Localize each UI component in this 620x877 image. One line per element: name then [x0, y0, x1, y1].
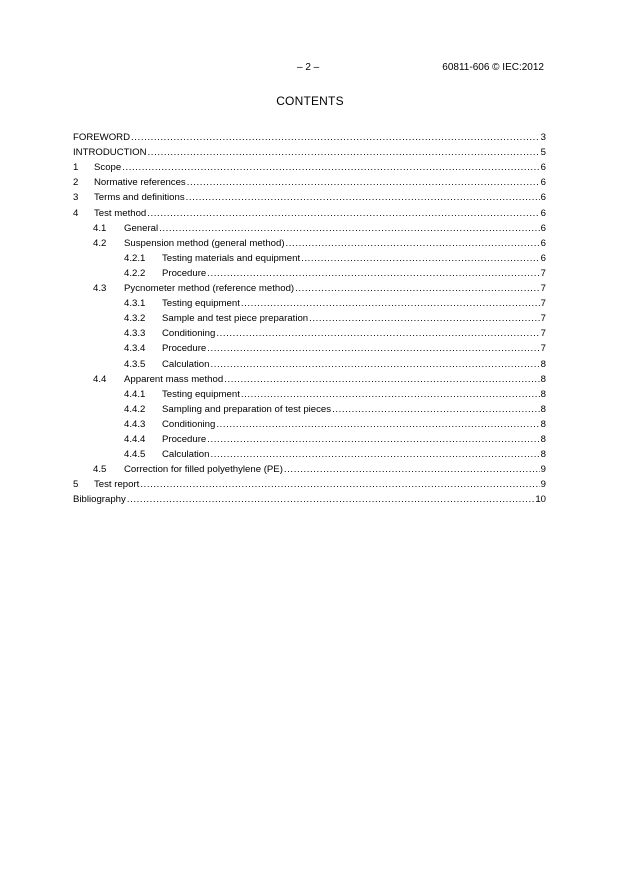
- toc-dot-leader: [332, 404, 540, 416]
- toc-entry-page: 7: [540, 298, 546, 310]
- toc-entry-number: 4.3.2: [124, 313, 146, 325]
- toc-entry-page: 7: [540, 328, 546, 340]
- toc-entry-page: 8: [540, 433, 546, 445]
- toc-entry-title: Testing equipment: [162, 388, 240, 400]
- toc-entry-title: Suspension method (general method): [124, 237, 285, 249]
- toc-dot-leader: [159, 223, 540, 235]
- toc-entry-page: 6: [540, 237, 546, 249]
- toc-entry[interactable]: [73, 310, 546, 325]
- toc-entry-title: General: [124, 222, 159, 234]
- toc-entry-title: Terms and definitions: [94, 192, 185, 204]
- toc-entry-title: Calculation: [162, 449, 210, 461]
- toc-entry[interactable]: [73, 461, 546, 476]
- toc-entry-number: 4.5: [93, 464, 107, 476]
- toc-entry-page: 9: [540, 479, 546, 491]
- toc-entry[interactable]: [73, 189, 546, 204]
- page-number: – 2 –: [297, 62, 320, 73]
- toc-dot-leader: [216, 419, 539, 431]
- toc-dot-leader: [207, 343, 539, 355]
- toc-dot-leader: [140, 479, 539, 491]
- toc-entry-title: Sample and test piece preparation: [162, 313, 309, 325]
- toc-dot-leader: [241, 298, 540, 310]
- toc-entry-title: Conditioning: [162, 418, 216, 430]
- toc-entry-number: 4.4.3: [124, 418, 146, 430]
- toc-entry-number: 4.4.4: [124, 433, 146, 445]
- toc-entry-page: 6: [540, 207, 546, 219]
- toc-entry-page: 6: [540, 192, 546, 204]
- toc-entry[interactable]: [73, 476, 546, 491]
- toc-entry-title: Scope: [94, 162, 122, 174]
- toc-entry-title: Test report: [94, 479, 140, 491]
- toc-entry[interactable]: [73, 204, 546, 219]
- toc-entry-number: 4.3.1: [124, 298, 146, 310]
- toc-entry[interactable]: [73, 431, 546, 446]
- toc-entry-number: 4.4.5: [124, 449, 146, 461]
- toc-entry-page: 10: [535, 494, 546, 506]
- toc-dot-leader: [210, 359, 539, 371]
- toc-entry-number: 4.3.4: [124, 343, 146, 355]
- toc-dot-leader: [207, 268, 539, 280]
- toc-entry[interactable]: [73, 265, 546, 280]
- toc-dot-leader: [210, 449, 539, 461]
- toc-dot-leader: [147, 208, 539, 220]
- toc-dot-leader: [122, 162, 539, 174]
- toc-entry[interactable]: [73, 220, 546, 235]
- toc-entry[interactable]: [73, 371, 546, 386]
- toc-entry-number: 4.3.5: [124, 358, 146, 370]
- toc-entry-page: 9: [540, 464, 546, 476]
- toc-entry-page: 8: [540, 388, 546, 400]
- toc-entry-number: 1: [73, 162, 79, 174]
- toc-entry[interactable]: [73, 355, 546, 370]
- toc-dot-leader: [286, 238, 540, 250]
- toc-entry-title: Correction for filled polyethylene (PE): [124, 464, 283, 476]
- toc-entry-page: 8: [540, 403, 546, 415]
- toc-entry[interactable]: [73, 174, 546, 189]
- toc-entry-title: Procedure: [162, 343, 207, 355]
- toc-entry-number: 4: [73, 207, 79, 219]
- toc-entry[interactable]: [73, 386, 546, 401]
- toc-entry-title: Calculation: [162, 358, 210, 370]
- toc-entry-number: 4.2.2: [124, 267, 146, 279]
- toc-entry-title: Conditioning: [162, 328, 216, 340]
- toc-entry-number: 4.4.1: [124, 388, 146, 400]
- toc-entry-number: 4.3.3: [124, 328, 146, 340]
- toc-entry-number: 4.4: [93, 373, 107, 385]
- toc-dot-leader: [309, 313, 540, 325]
- toc-entry[interactable]: [73, 340, 546, 355]
- toc-entry-page: 8: [540, 449, 546, 461]
- toc-dot-leader: [224, 374, 539, 386]
- toc-dot-leader: [187, 177, 540, 189]
- toc-dot-leader: [241, 389, 540, 401]
- toc-dot-leader: [148, 147, 540, 159]
- toc-entry-number: 4.4.2: [124, 403, 146, 415]
- toc-entry-page: 6: [540, 222, 546, 234]
- toc-dot-leader: [284, 464, 540, 476]
- page-header: [0, 62, 620, 76]
- toc-entry-page: 5: [540, 147, 546, 159]
- toc-dot-leader: [301, 253, 540, 265]
- toc-entry-number: 2: [73, 177, 79, 189]
- toc-entry-number: 4.3: [93, 283, 107, 295]
- toc-entry-title: Testing materials and equipment: [162, 252, 301, 264]
- toc-entry-title: Normative references: [94, 177, 186, 189]
- toc-entry-title: Test method: [94, 207, 147, 219]
- toc-entry-number: 5: [73, 479, 79, 491]
- toc-entry[interactable]: [73, 159, 546, 174]
- toc-entry-page: 8: [540, 358, 546, 370]
- contents-title: CONTENTS: [276, 94, 344, 108]
- toc-entry-title: Bibliography: [73, 494, 126, 506]
- toc-entry-page: 6: [540, 162, 546, 174]
- toc-entry[interactable]: [73, 280, 546, 295]
- toc-dot-leader: [207, 434, 539, 446]
- toc-entry-number: 4.1: [93, 222, 107, 234]
- toc-entry-title: Procedure: [162, 433, 207, 445]
- toc-dot-leader: [295, 283, 540, 295]
- toc-entry-title: Testing equipment: [162, 298, 240, 310]
- toc-entry-page: 8: [540, 373, 546, 385]
- toc-entry-title: FOREWORD: [73, 132, 131, 144]
- toc-entry[interactable]: [73, 250, 546, 265]
- toc-entry-page: 3: [540, 132, 546, 144]
- toc-dot-leader: [186, 192, 540, 204]
- toc-dot-leader: [131, 132, 540, 144]
- toc-entry[interactable]: [73, 129, 546, 144]
- table-of-contents: [73, 129, 546, 506]
- toc-entry-title: Pycnometer method (reference method): [124, 283, 295, 295]
- toc-entry[interactable]: [73, 295, 546, 310]
- toc-entry[interactable]: [73, 325, 546, 340]
- toc-entry-page: 8: [540, 418, 546, 430]
- toc-entry-number: 3: [73, 192, 79, 204]
- toc-entry[interactable]: [73, 416, 546, 431]
- toc-dot-leader: [127, 494, 535, 506]
- toc-entry-number: 4.2.1: [124, 252, 146, 264]
- toc-entry[interactable]: [73, 235, 546, 250]
- toc-entry-page: 6: [540, 252, 546, 264]
- toc-entry-page: 7: [540, 313, 546, 325]
- toc-entry-page: 7: [540, 267, 546, 279]
- toc-entry[interactable]: [73, 401, 546, 416]
- toc-entry-page: 6: [540, 177, 546, 189]
- toc-entry-page: 7: [540, 283, 546, 295]
- toc-entry[interactable]: [73, 491, 546, 506]
- toc-entry-title: Apparent mass method: [124, 373, 224, 385]
- toc-entry-title: Sampling and preparation of test pieces: [162, 403, 332, 415]
- toc-entry-title: INTRODUCTION: [73, 147, 147, 159]
- toc-entry[interactable]: [73, 446, 546, 461]
- toc-entry[interactable]: [73, 144, 546, 159]
- toc-entry-page: 7: [540, 343, 546, 355]
- toc-dot-leader: [216, 328, 539, 340]
- toc-entry-number: 4.2: [93, 237, 107, 249]
- toc-entry-title: Procedure: [162, 267, 207, 279]
- document-reference: 60811-606 © IEC:2012: [442, 62, 544, 73]
